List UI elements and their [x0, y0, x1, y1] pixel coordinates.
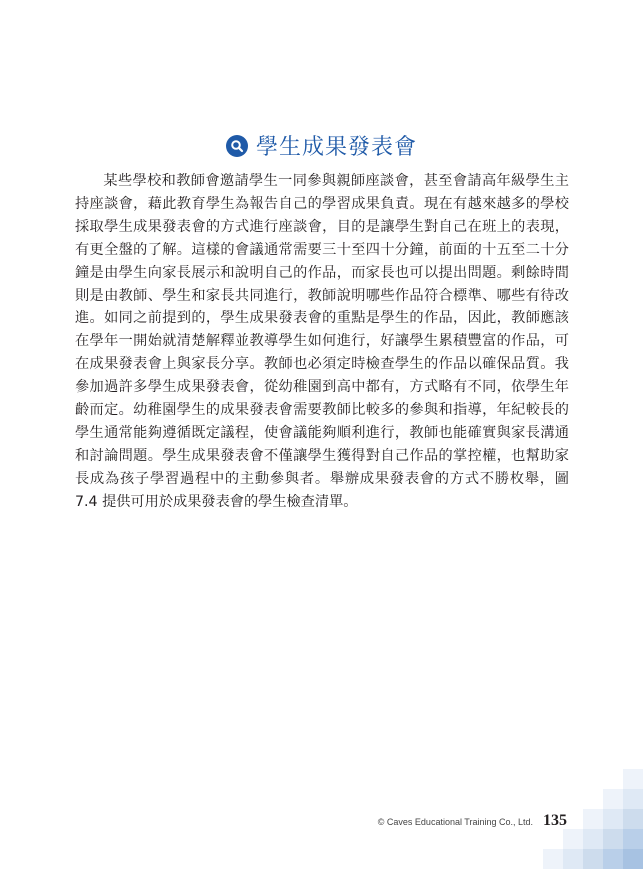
magnifier-glyph [230, 139, 244, 153]
body-paragraph: 某些學校和教師會邀請學生一同參與親師座談會，甚至會請高年級學生主持座談會，藉此教育學生為報告自己的學習成果負責。現在有越來越多的學校採取學生成果發表會的方式進行座談會，目的是讓學生對自己在班上的表現，有更全盤的了解。這樣的會議通常需要三十至四十分鐘，前面的十五至二十分鐘是由學生向家長展示和說明自己的作品，而家長也可以提出問題。剩餘時間則是由教師、學生和家長共同進行，教師說明哪些作品符合標準、哪些有待改進。如同之前提到的，學生成果發表會的重點是學生的作品，因此，教師應該在學年一開始就清楚解釋並教導學生如何進行，好讓學生累積豐富的作品，可在成果發表會上與家長分享。教師也必須定時檢查學生的作品以確保品質。我參加過許多學生成果發表會，從幼稚園到高中都有，方式略有不同，依學生年齡而定。幼稚園學生的成果發表會需要教師比較多的參與和指導，年紀較長的學生通常能夠遵循既定議程，使會議能夠順利進行，教師也能確實與家長溝通和討論問題。學生成果發表會不僅讓學生獲得對自己作品的掌控權，也幫助家長成為孩子學習過程中的主動參與者。舉辦成果發表會的方式不勝枚舉，圖 7.4 提供可用於成果發表會的學生檢查清單。 [75, 173, 569, 510]
copyright-text: © Caves Educational Training Co., Ltd. [377, 817, 533, 827]
page-footer [378, 812, 567, 830]
section-title: 學生成果發表會 [255, 135, 417, 160]
section-heading [0, 130, 643, 161]
corner-decoration [523, 749, 643, 869]
magnifier-circle-icon [226, 135, 248, 157]
page-number: 135 [543, 812, 567, 829]
